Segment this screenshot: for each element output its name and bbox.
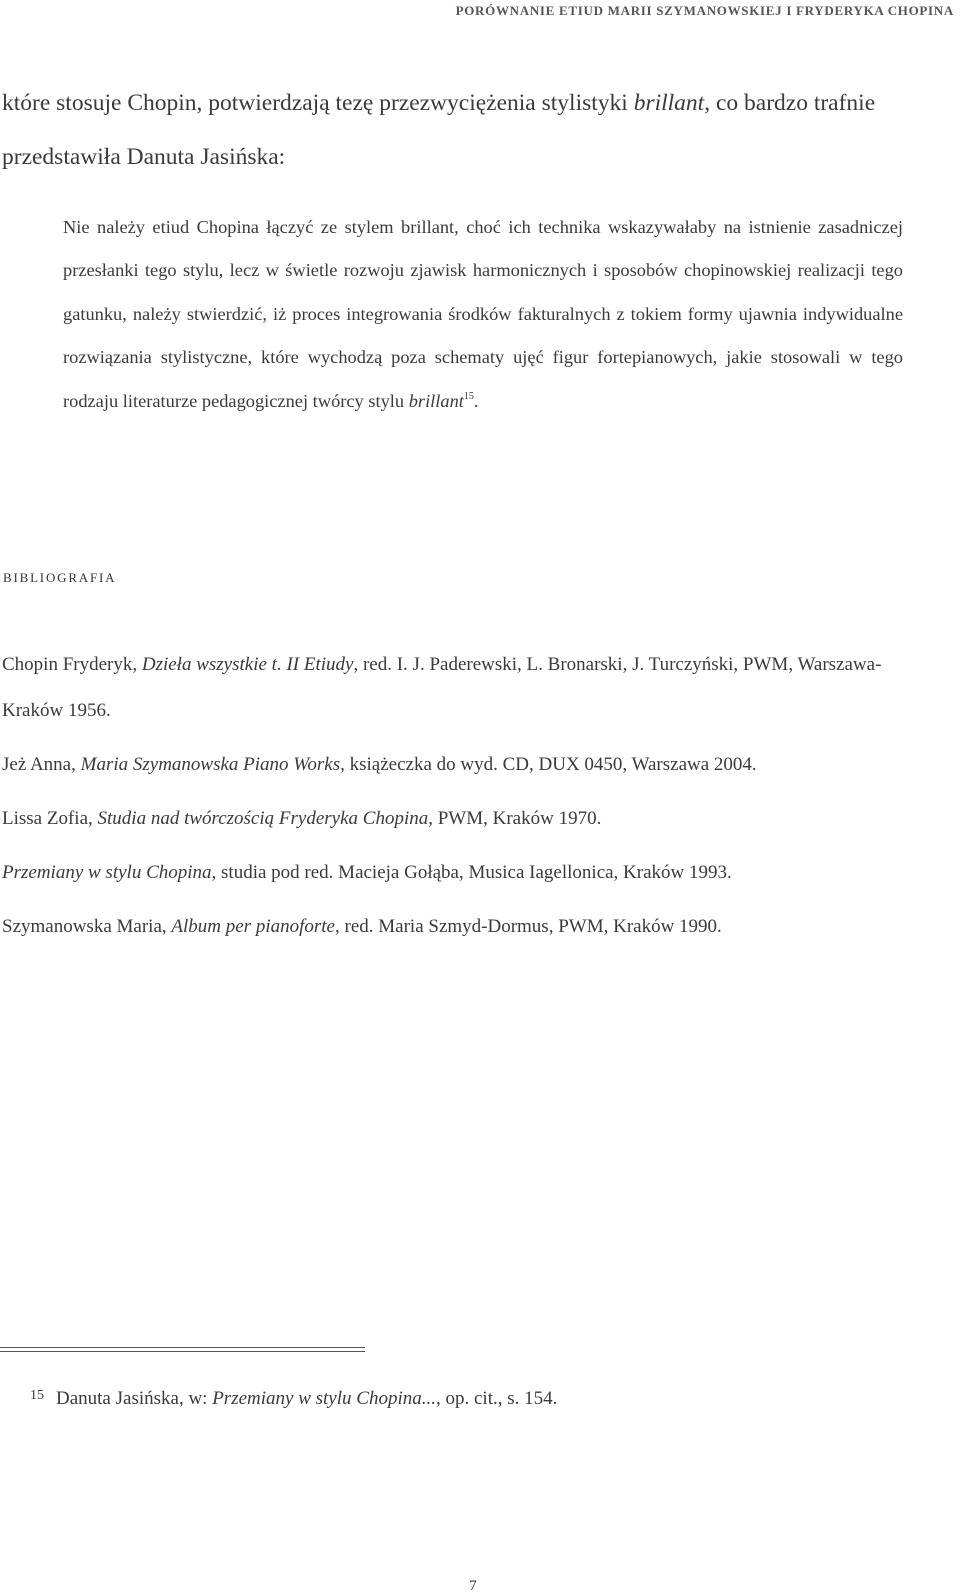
entry-details: , red. Maria Szmyd-Dormus, PWM, Kraków 1990.	[335, 916, 722, 937]
bibliography-entry	[2, 850, 922, 896]
running-header: PORÓWNANIE ETIUD MARII SZYMANOWSKIEJ I FRYDERYKA CHOPINA	[455, 3, 954, 18]
quote-text: Nie należy etiud Chopina łączyć ze stylem brillant, choć ich technika wskazywałaby na istnienie zasadniczej przesłanki tego stylu, lecz w świetle rozwoju zjawisk harmonicznych i sposobów chopinowskiej realizacji tego gatunku, należy stwierdzić, iż proces integrowania środków fakturalnych z tokiem formy ujawnia indywidualne rozwiązania stylistyczne, które wychodzą poza schematy ujęć figur fortepianowych, jakie stosowali w tego rodzaju literaturze pedagogicznej twórcy stylu	[63, 217, 903, 411]
separator-line	[0, 1347, 365, 1348]
bibliography-entry	[2, 796, 922, 842]
entry-title: Dzieła wszystkie t. II Etiudy	[141, 654, 354, 675]
footnote-reference[interactable]: 15	[463, 390, 474, 402]
footnote-separator	[0, 1347, 365, 1353]
quote-end: .	[473, 390, 479, 411]
footnote-text-before: Danuta Jasińska, w:	[56, 1388, 213, 1409]
footnote	[30, 1381, 910, 1414]
entry-author: Szymanowska Maria,	[2, 916, 172, 937]
entry-details: , red. I. J. Paderewski, L. Bronarski, J. Turczyński, PWM, Warszawa-Kraków 1956.	[2, 654, 882, 721]
entry-details: , PWM, Kraków 1970.	[428, 808, 602, 829]
entry-title: Studia nad twórczością Fryderyka Chopina	[97, 808, 429, 829]
entry-details: , książeczka do wyd. CD, DUX 0450, Warszawa 2004.	[340, 754, 757, 775]
footnote-number: 15	[30, 1388, 44, 1403]
entry-details: , studia pod red. Macieja Gołąba, Musica Iagellonica, Kraków 1993.	[211, 862, 732, 883]
intro-paragraph	[2, 76, 922, 184]
bibliography-entry	[2, 904, 922, 950]
separator-line	[0, 1351, 365, 1352]
intro-italic-term: brillant	[633, 90, 705, 116]
entry-title: Album per pianoforte	[171, 916, 335, 937]
entry-title: Maria Szymanowska Piano Works	[80, 754, 341, 775]
entry-author: Jeż Anna,	[2, 754, 81, 775]
entry-author: Chopin Fryderyk,	[2, 654, 142, 675]
bibliography-entry	[2, 742, 922, 788]
page-number: 7	[469, 1578, 477, 1594]
bibliography-list	[2, 642, 922, 950]
bibliography-heading: bibliografia	[3, 566, 117, 586]
intro-text-before: które stosuje Chopin, potwierdzają tezę przezwyciężenia stylistyki	[2, 90, 634, 116]
bibliography-entry	[2, 642, 922, 734]
quote-italic-term: brillant	[408, 390, 464, 411]
footnote-text-after: , op. cit., s. 154.	[435, 1388, 558, 1409]
entry-author: Lissa Zofia,	[2, 808, 98, 829]
entry-title: Przemiany w stylu Chopina	[2, 862, 212, 883]
block-quote	[63, 206, 903, 423]
intro-text-after: , co bardzo trafnie przedstawiła Danuta Jasińska:	[2, 90, 876, 170]
footnote-italic-title: Przemiany w stylu Chopina...	[212, 1388, 436, 1409]
